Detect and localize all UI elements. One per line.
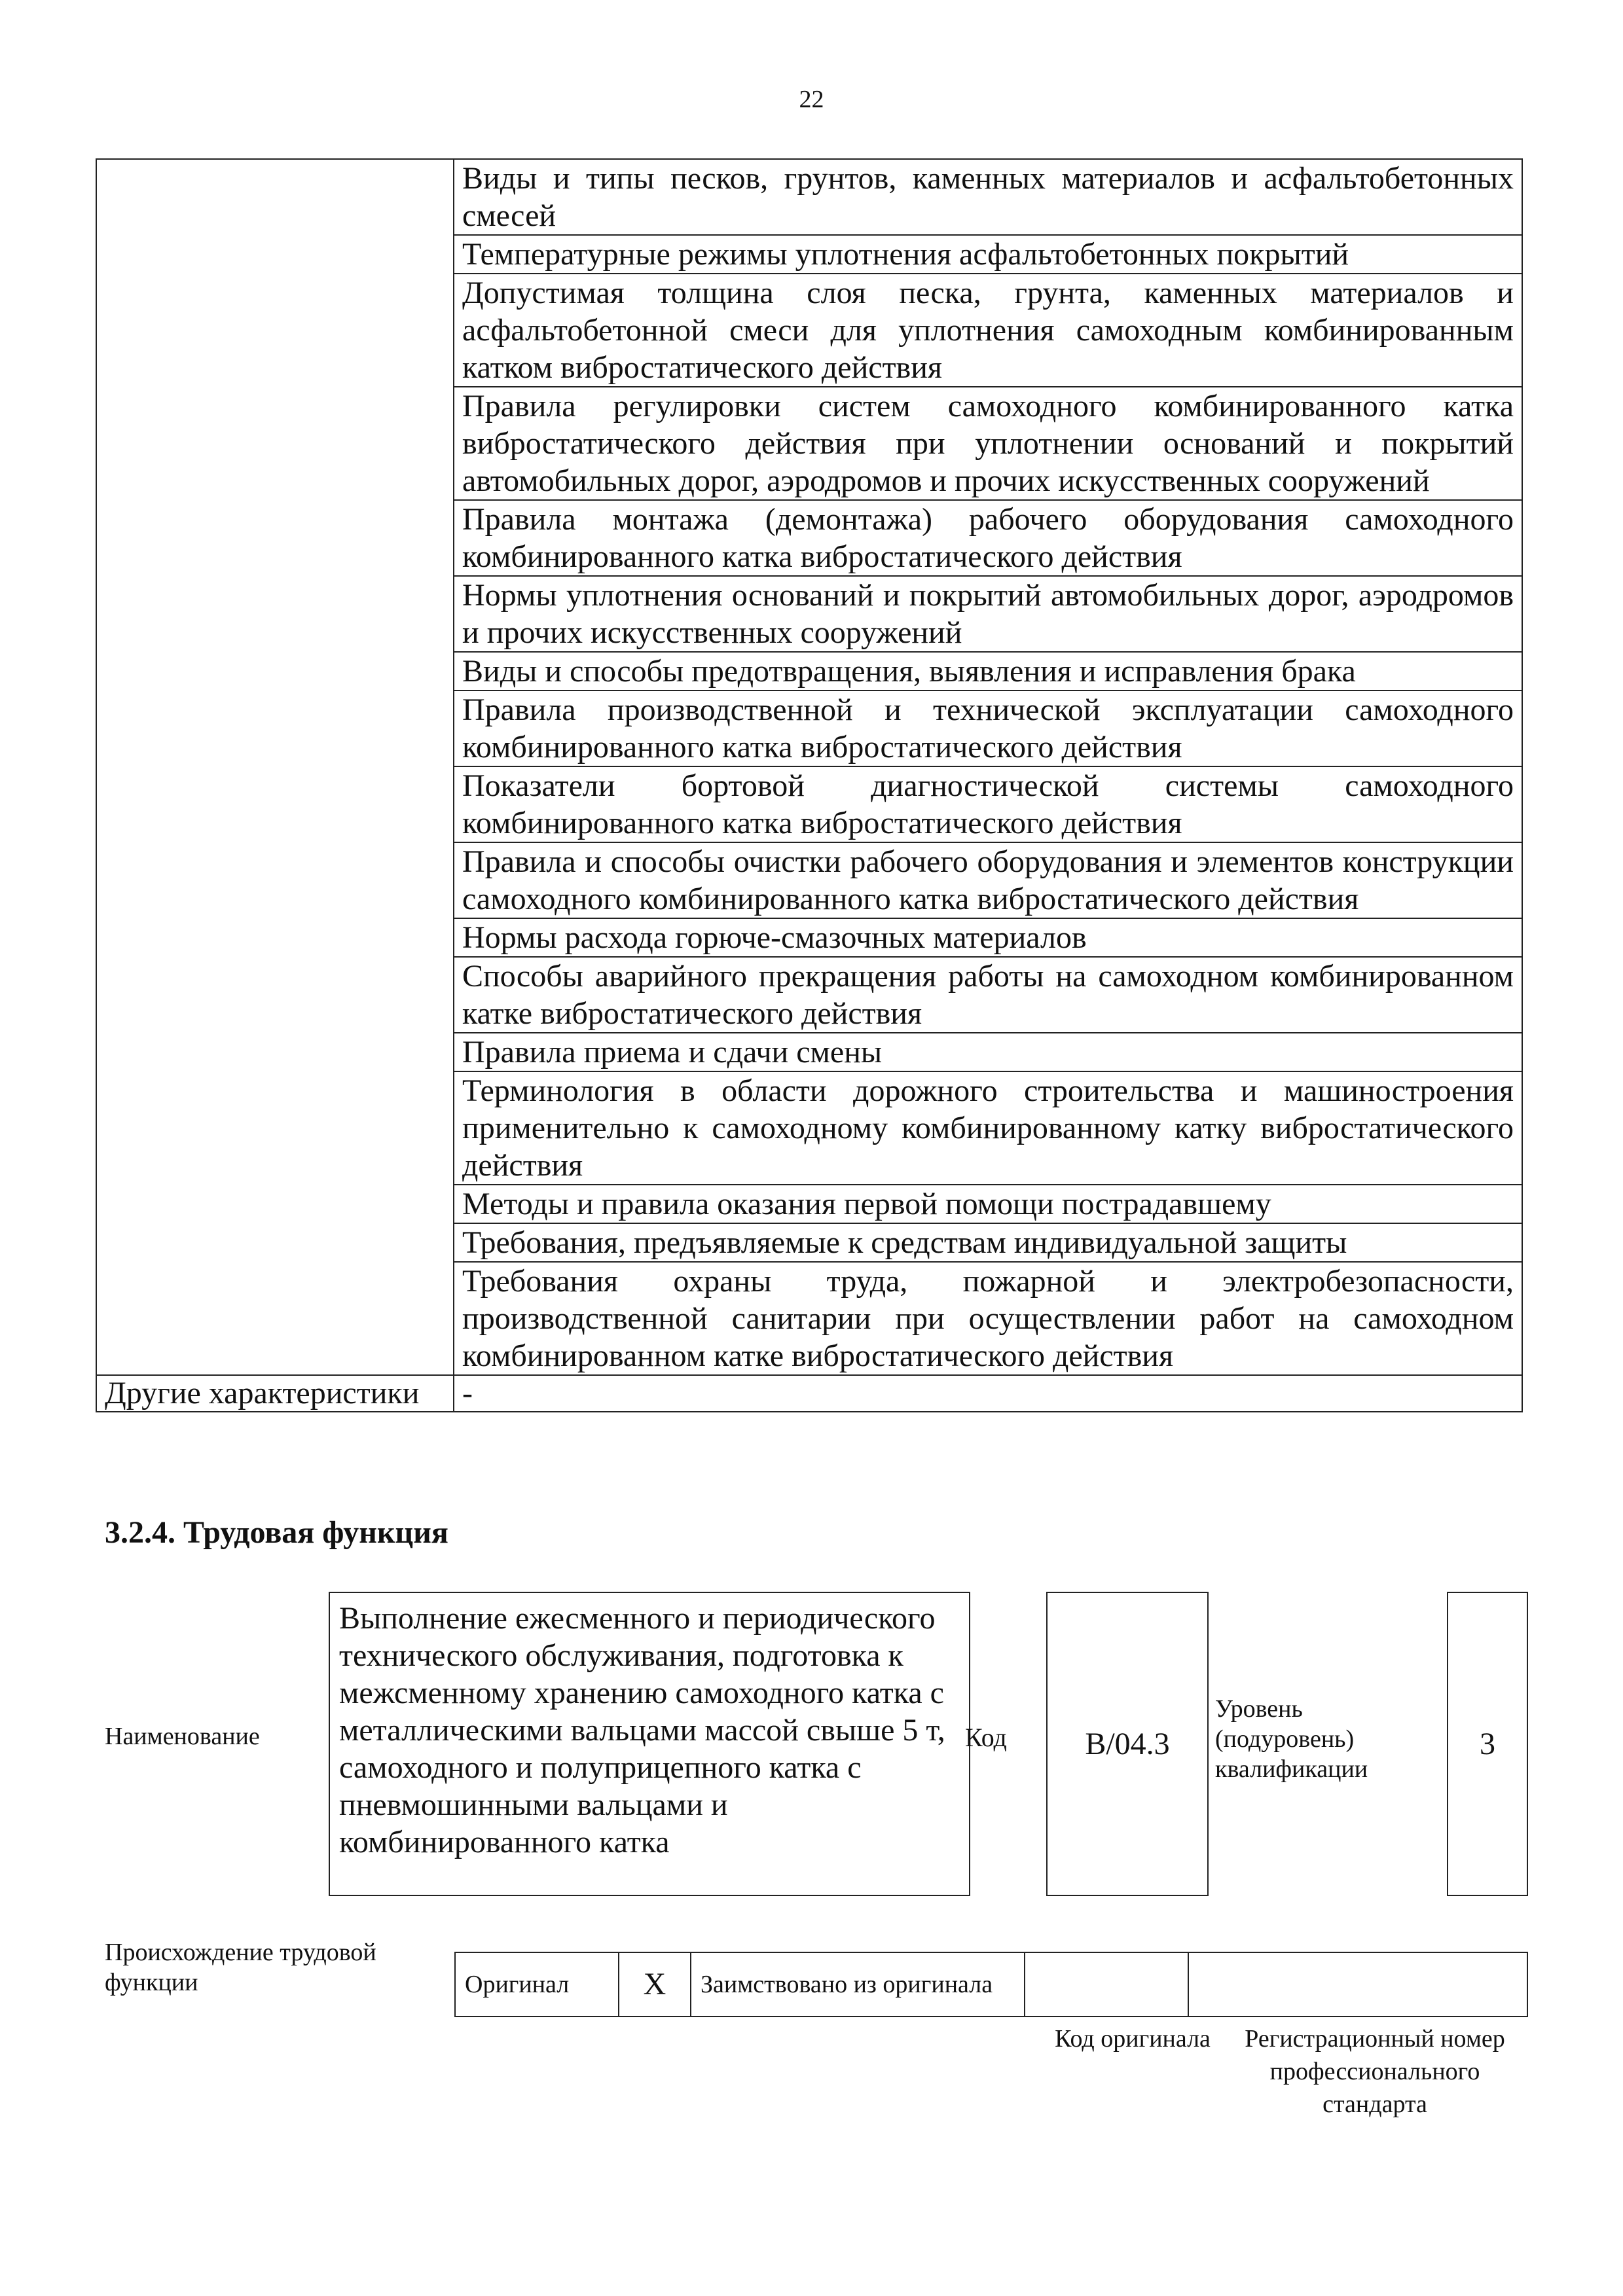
section-title: 3.2.4. Трудовая функция [105,1515,448,1550]
origin-label: Происхождение трудовой функции [105,1939,376,1996]
requirement-item: Виды и типы песков, грунтов, каменных материалов и асфальтобетонных смесей [454,159,1522,235]
requirement-item: Требования охраны труда, пожарной и электробезопасности, производственной санитарии при осуществлении работ на самоходном комбинированном катке вибростатического действия [454,1262,1522,1375]
name-label: Наименование [105,1723,260,1750]
requirement-item: Нормы расхода горюче-смазочных материалов [454,918,1522,957]
requirements-left-cell [96,159,454,1375]
requirement-item: Терминология в области дорожного строительства и машиностроения применительно к самоходному комбинированному катку вибростатического действия [454,1071,1522,1185]
requirement-item: Способы аварийного прекращения работы на самоходном комбинированном катке вибростатического действия [454,957,1522,1033]
other-characteristics-value: - [454,1375,1522,1412]
page-number: 22 [799,86,824,113]
other-characteristics-row [96,1375,1522,1412]
requirement-item: Правила приема и сдачи смены [454,1033,1522,1071]
requirement-row [96,159,1522,235]
registration-number-caption: Регистрационный номер профессионального стандарта [1245,2025,1505,2118]
function-code-box: B/04.3 [1046,1592,1209,1896]
original-code-cell [1025,1952,1188,2017]
requirement-item: Виды и способы предотвращения, выявления и исправления брака [454,652,1522,691]
requirement-item: Правила монтажа (демонтажа) рабочего оборудования самоходного комбинированного катка вибростатического действия [454,500,1522,576]
requirement-item: Правила производственной и технической эксплуатации самоходного комбинированного катка вибростатического действия [454,691,1522,766]
original-label: Оригинал [455,1952,619,2017]
original-mark: X [619,1952,691,2017]
origin-table [454,1952,1528,2017]
qualification-level-box: 3 [1447,1592,1528,1896]
requirements-table [96,158,1523,1412]
function-name-box: Выполнение ежесменного и периодического технического обслуживания, подготовка к межсменному хранению самоходного катка с металлическими вальцами массой свыше 5 т, самоходного и полуприцепного катка с пневмошинными вальцами и комбинированного катка [329,1592,970,1896]
original-code-caption: Код оригинала [1055,2025,1211,2053]
registration-number-cell [1188,1952,1527,2017]
requirement-item: Правила и способы очистки рабочего оборудования и элементов конструкции самоходного комбинированного катка вибростатического действия [454,842,1522,918]
requirement-item: Требования, предъявляемые к средствам индивидуальной защиты [454,1223,1522,1262]
requirement-item: Методы и правила оказания первой помощи пострадавшему [454,1185,1522,1223]
requirement-item: Нормы уплотнения оснований и покрытий автомобильных дорог, аэродромов и прочих искусственных сооружений [454,576,1522,652]
code-label: Код [965,1723,1007,1752]
requirement-item: Допустимая толщина слоя песка, грунта, каменных материалов и асфальтобетонной смеси для уплотнения самоходным комбинированным катком вибростатического действия [454,274,1522,387]
requirement-item: Температурные режимы уплотнения асфальтобетонных покрытий [454,235,1522,274]
requirement-item: Показатели бортовой диагностической системы самоходного комбинированного катка вибростатического действия [454,766,1522,842]
borrowed-label: Заимствовано из оригинала [691,1952,1025,2017]
requirement-item: Правила регулировки систем самоходного комбинированного катка вибростатического действия при уплотнении оснований и покрытий автомобильных дорог, аэродромов и прочих искусственных сооружений [454,387,1522,500]
level-label: Уровень (подуровень) квалификации [1215,1695,1368,1783]
other-characteristics-label: Другие характеристики [96,1375,454,1412]
